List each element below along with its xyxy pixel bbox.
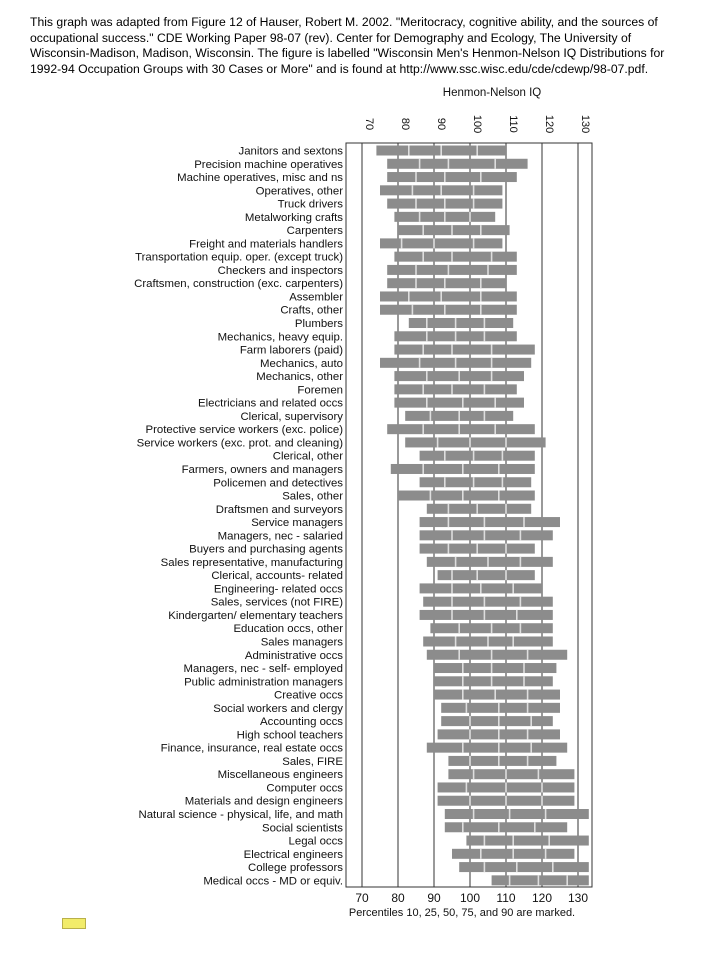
percentile-bar <box>420 530 553 540</box>
percentile-bar <box>448 756 556 766</box>
percentile-bar <box>380 238 502 248</box>
percentile-bar <box>434 690 560 700</box>
occupation-label: Medical occs - MD or equiv. <box>203 875 343 888</box>
percentile-bar <box>448 769 574 779</box>
occupation-label: Mechanics, other <box>256 371 343 384</box>
occupation-label: Miscellaneous engineers <box>217 769 343 782</box>
percentile-bar <box>441 716 553 726</box>
occupation-label: Operatives, other <box>255 185 343 198</box>
bottom-tick-label: 100 <box>459 891 481 905</box>
bottom-tick-label: 130 <box>567 891 589 905</box>
bottom-tick-label: 80 <box>391 891 405 905</box>
occupation-label: Truck drivers <box>277 198 343 211</box>
percentile-bar <box>427 504 531 514</box>
occupation-label: Mechanics, auto <box>260 357 343 370</box>
occupation-label: Buyers and purchasing agents <box>189 543 343 556</box>
percentile-bar <box>420 517 560 527</box>
occupation-label: Clerical, supervisory <box>240 410 343 423</box>
percentile-bar <box>420 451 535 461</box>
occupation-label: Administrative occs <box>244 649 343 662</box>
top-tick-label: 70 <box>363 117 375 131</box>
top-tick-label: 100 <box>471 114 483 134</box>
occupation-label: Engineering- related occs <box>213 583 343 596</box>
occupation-label: Education occs, other <box>233 623 343 636</box>
occupation-label: Carpenters <box>286 225 343 238</box>
occupation-label: Checkers and inspectors <box>217 264 343 277</box>
percentile-bar <box>394 384 516 394</box>
percentile-bar <box>387 172 517 182</box>
percentile-bar <box>387 424 535 434</box>
occupation-label: Social scientists <box>261 822 343 835</box>
occupation-label: Social workers and clergy <box>213 702 343 715</box>
occupation-label: Kindergarten/ elementary teachers <box>168 609 343 622</box>
occupation-label: Farm laborers (paid) <box>239 344 343 357</box>
occupation-label: Public administration managers <box>184 676 343 689</box>
occupation-label: Managers, nec - self- employed <box>183 663 343 676</box>
percentile-bar <box>445 809 589 819</box>
occupation-label: Foremen <box>297 384 343 397</box>
occupation-label: Managers, nec - salaried <box>217 530 343 543</box>
occupation-label: Service managers <box>251 517 343 530</box>
percentile-bar <box>427 557 553 567</box>
top-tick-label: 110 <box>507 115 519 133</box>
percentile-bar <box>434 676 553 686</box>
top-tick-label: 120 <box>543 114 555 134</box>
occupation-label: College professors <box>248 862 343 875</box>
occupation-label: Sales, FIRE <box>282 755 343 768</box>
percentile-bar <box>405 437 545 447</box>
occupation-label: Farmers, owners and managers <box>181 463 343 476</box>
top-tick-label: 90 <box>435 117 447 131</box>
percentile-bar <box>459 862 589 872</box>
occupation-label: Assembler <box>289 291 343 304</box>
percentile-bar <box>427 743 567 753</box>
occupation-label: Transportation equip. oper. (except truck) <box>135 251 343 264</box>
occupation-label: Freight and materials handlers <box>189 238 343 251</box>
percentile-bar <box>394 398 524 408</box>
occupation-label: Metalworking crafts <box>244 211 343 224</box>
percentile-bar <box>387 265 517 275</box>
occupation-label: Creative occs <box>273 689 343 702</box>
occupation-label: Computer occs <box>266 782 343 795</box>
occupation-label: High school teachers <box>236 729 343 742</box>
occupation-label: Protective service workers (exc. police) <box>145 424 343 437</box>
top-tick-label: 80 <box>399 117 411 131</box>
bottom-tick-label: 90 <box>427 891 441 905</box>
occupation-label: Clerical, accounts- related <box>211 570 343 583</box>
occupation-label: Natural science - physical, life, and math <box>138 809 343 821</box>
percentile-bar <box>398 491 535 501</box>
percentile-bar <box>380 291 517 301</box>
yellow-marker <box>62 918 86 929</box>
occupation-label: Draftsmen and surveyors <box>215 503 343 516</box>
occupation-label: Sales, other <box>282 490 343 503</box>
percentile-bar <box>420 610 553 620</box>
percentile-bar <box>434 663 556 673</box>
occupation-label: Clerical, other <box>272 450 343 463</box>
occupation-label: Finance, insurance, real estate occs <box>160 742 343 755</box>
bottom-tick-label: 120 <box>531 891 553 905</box>
percentile-bar <box>394 345 534 355</box>
top-tick-label: 130 <box>579 114 591 134</box>
percentile-bar <box>427 650 567 660</box>
percentile-bar <box>441 703 560 713</box>
occupation-label: Accounting occs <box>260 716 343 729</box>
occupation-label: Janitors and sextons <box>238 145 343 158</box>
percentile-bar <box>387 159 527 169</box>
occupation-label: Mechanics, heavy equip. <box>217 331 343 344</box>
occupation-label: Machine operatives, misc and ns <box>177 172 343 185</box>
occupation-label: Precision machine operatives <box>194 158 343 171</box>
bottom-tick-label: 110 <box>496 891 516 905</box>
occupation-label: Legal occs <box>288 835 343 848</box>
occupation-label: Plumbers <box>294 318 343 331</box>
occupation-label: Sales managers <box>260 636 343 649</box>
percentile-bar <box>420 477 532 487</box>
percentile-bar <box>409 318 513 328</box>
occupation-label: Crafts, other <box>280 304 343 317</box>
bottom-tick-label: 70 <box>355 891 369 905</box>
occupation-label: Sales, services (not FIRE) <box>210 596 343 609</box>
occupation-label: Materials and design engineers <box>184 795 343 808</box>
occupation-label: Sales representative, manufacturing <box>160 556 343 569</box>
percentile-bar <box>398 225 510 235</box>
occupation-label: Service workers (exc. prot. and cleaning) <box>136 437 343 450</box>
percentile-bar <box>423 597 553 607</box>
occupation-label: Craftsmen, construction (exc. carpenters) <box>134 278 343 291</box>
percentile-bar <box>492 875 589 885</box>
percentile-bar <box>380 305 517 315</box>
chart-title: Henmon-Nelson IQ <box>442 87 542 99</box>
percentile-bar <box>394 252 516 262</box>
x-axis-label: Percentiles 10, 25, 50, 75, and 90 are marked. <box>348 907 576 919</box>
percentile-bar <box>387 278 506 288</box>
occupation-label: Electricians and related occs <box>198 397 343 410</box>
caption: This graph was adapted from Figure 12 of Hauser, Robert M. 2002. "Meritocracy, cognitive ability, and the sources of occupational success." CDE Working Paper 98-07 (rev). Center for Demography and Ecology, The University of Wisconsin-Madison, Madison, Wisconsin. The figure is labelled "Wisconsin Men's Henmon-Nelson IQ Distributions for 1992-94 Occupation Groups with 30 Cases or More" and is found at http://www.ssc.wisc.edu/cde/cdewp/98-07.pdf. <box>30 15 665 76</box>
occupation-label: Electrical engineers <box>243 848 343 861</box>
occupation-label: Policemen and detectives <box>213 477 343 490</box>
